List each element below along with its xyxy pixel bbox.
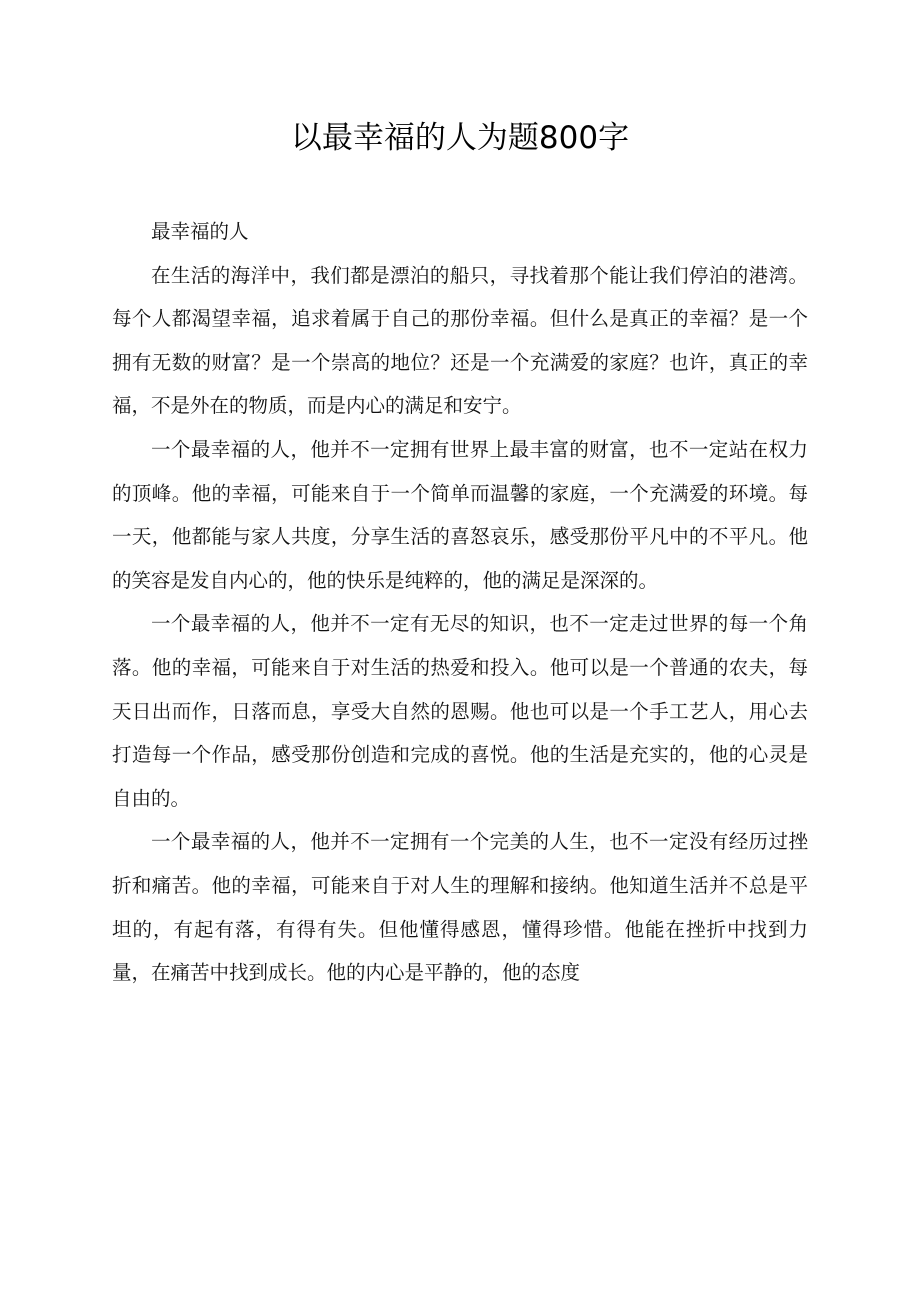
- paragraph: 一个最幸福的人，他并不一定拥有世界上最丰富的财富，也不一定站在权力的顶峰。他的幸福，可能来自于一个简单而温馨的家庭，一个充满爱的环境。每一天，他都能与家人共度，分享生活的喜怒哀乐，感受那份平凡中的不平凡。他的笑容是发自内心的，他的快乐是纯粹的，他的满足是深深的。: [112, 437, 808, 592]
- paragraph: 一个最幸福的人，他并不一定有无尽的知识，也不一定走过世界的每一个角落。他的幸福，可能来自于对生活的热爱和投入。他可以是一个普通的农夫，每天日出而作，日落而息，享受大自然的恩赐。他也可以是一个手工艺人，用心去打造每一个作品，感受那份创造和完成的喜悦。他的生活是充实的，他的心灵是自由的。: [112, 612, 808, 810]
- document-body: [112, 210, 808, 995]
- section-heading: 最幸福的人: [151, 220, 249, 243]
- paragraph: 在生活的海洋中，我们都是漂泊的船只，寻找着那个能让我们停泊的港湾。每个人都渴望幸福，追求着属于自己的那份幸福。但什么是真正的幸福？是一个拥有无数的财富？是一个崇高的地位？还是一个充满爱的家庭？也许，真正的幸福，不是外在的物质，而是内心的满足和安宁。: [112, 263, 808, 418]
- document-title: 以最幸福的人为题800字: [290, 120, 630, 156]
- paragraph: 一个最幸福的人，他并不一定拥有一个完美的人生，也不一定没有经历过挫折和痛苦。他的幸福，可能来自于对人生的理解和接纳。他知道生活并不总是平坦的，有起有落，有得有失。但他懂得感恩，懂得珍惜。他能在挫折中找到力量，在痛苦中找到成长。他的内心是平静的，他的态度: [112, 830, 808, 985]
